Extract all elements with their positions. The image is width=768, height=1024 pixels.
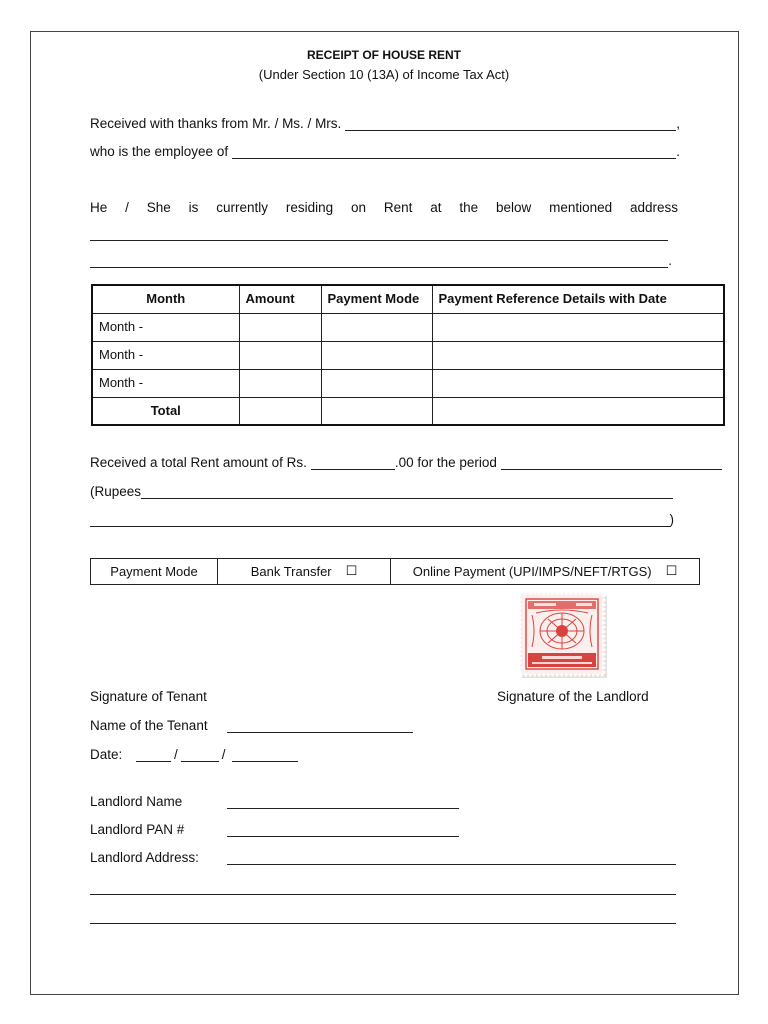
landlord-pan-label: Landlord PAN # — [90, 822, 185, 837]
document-title: RECEIPT OF HOUSE RENT — [306, 48, 461, 62]
payment-mode-cell[interactable] — [321, 313, 432, 341]
online-payment-option[interactable] — [390, 559, 699, 584]
month-cell[interactable]: Month - — [92, 341, 239, 369]
payment-mode-cell[interactable] — [321, 369, 432, 397]
date-year-field[interactable] — [232, 747, 298, 762]
amount-cell[interactable] — [239, 341, 321, 369]
payment-mode-table — [90, 558, 700, 585]
amount-in-words-field-2[interactable] — [90, 512, 670, 527]
landlord-name-field[interactable] — [227, 794, 459, 809]
header-payment-mode: Payment Mode — [321, 285, 432, 313]
rupees-line — [90, 484, 673, 500]
total-amount-cell[interactable] — [239, 397, 321, 425]
payment-mode-label: Payment Mode — [110, 564, 198, 579]
landlord-pan-line — [90, 822, 459, 838]
landlord-name-label: Landlord Name — [90, 794, 183, 809]
amount-cell[interactable] — [239, 313, 321, 341]
tenant-signature-label: Signature of Tenant — [90, 689, 207, 704]
rupees-open: (Rupees — [90, 484, 142, 499]
reference-cell[interactable] — [432, 313, 724, 341]
address-line-2 — [90, 253, 672, 269]
revenue-stamp — [518, 591, 608, 679]
online-payment-checkbox[interactable]: ☐ — [665, 564, 678, 579]
date-line — [90, 747, 310, 763]
payment-mode-cell[interactable] — [321, 341, 432, 369]
landlord-address-label: Landlord Address: — [90, 850, 199, 865]
bank-transfer-option[interactable] — [217, 559, 390, 584]
total-label: Total — [92, 397, 239, 425]
rent-table — [91, 284, 725, 426]
table-row — [92, 341, 724, 369]
online-payment-label: Online Payment (UPI/IMPS/NEFT/RTGS) — [412, 564, 652, 579]
rent-table-header — [92, 285, 724, 313]
employee-of-line — [90, 144, 680, 160]
tenant-name-line — [90, 718, 413, 734]
tenant-name-label: Name of the Tenant — [90, 718, 208, 733]
employer-field[interactable] — [232, 144, 676, 159]
received-from-line — [90, 116, 680, 132]
reference-cell[interactable] — [432, 369, 724, 397]
header-month: Month — [92, 285, 239, 313]
bank-transfer-checkbox[interactable]: ☐ — [345, 564, 358, 579]
total-reference-cell[interactable] — [432, 397, 724, 425]
residence-statement: He / She is currently residing on Rent at the below mentioned address — [90, 200, 678, 215]
total-received-line — [90, 455, 722, 471]
date-month-field[interactable] — [181, 747, 219, 762]
stamp-bottom-mark — [532, 662, 592, 664]
date-separator: / — [174, 747, 178, 762]
date-separator: / — [221, 747, 226, 762]
total-received-label: Received a total Rent amount of Rs. — [90, 455, 307, 470]
reference-cell[interactable] — [432, 341, 724, 369]
date-day-field[interactable] — [136, 747, 171, 762]
document-subtitle: (Under Section 10 (13A) of Income Tax Act) — [258, 67, 510, 82]
payment-mode-label-cell — [91, 559, 217, 584]
total-row — [92, 397, 724, 425]
landlord-signature-label: Signature of the Landlord — [497, 689, 649, 704]
table-row — [92, 369, 724, 397]
amount-cell[interactable] — [239, 369, 321, 397]
rupees-line-2 — [90, 512, 674, 528]
bank-transfer-label: Bank Transfer — [250, 564, 332, 579]
employee-of-end: . — [676, 144, 680, 159]
stamp-bottom-mark — [542, 656, 582, 659]
landlord-address-line — [90, 850, 676, 866]
total-received-suffix: .00 for the period — [394, 455, 497, 470]
tenant-name-field[interactable] — [227, 718, 413, 733]
table-row — [92, 313, 724, 341]
rent-amount-field[interactable] — [311, 455, 395, 470]
stamp-top-mark — [534, 603, 556, 606]
received-from-label: Received with thanks from Mr. / Ms. / Mrs. — [90, 116, 342, 131]
landlord-address-field-3[interactable] — [90, 909, 676, 924]
stamp-top-mark — [576, 603, 592, 606]
month-cell[interactable]: Month - — [92, 369, 239, 397]
rupees-close: ) — [669, 512, 674, 527]
received-from-end: , — [676, 116, 680, 131]
rent-period-field[interactable] — [501, 455, 722, 470]
payer-name-field[interactable] — [345, 116, 676, 131]
landlord-name-line — [90, 794, 459, 810]
amount-in-words-field-1[interactable] — [141, 484, 673, 499]
stamp-bottom-band — [528, 653, 596, 667]
header-reference: Payment Reference Details with Date — [432, 285, 724, 313]
landlord-address-field-1[interactable] — [227, 850, 676, 865]
landlord-address-field-2[interactable] — [90, 880, 676, 895]
total-payment-mode-cell[interactable] — [321, 397, 432, 425]
employee-of-label: who is the employee of — [90, 144, 229, 159]
month-cell[interactable]: Month - — [92, 313, 239, 341]
header-amount: Amount — [239, 285, 321, 313]
address-field-line-1[interactable] — [90, 226, 668, 241]
address-end: . — [668, 253, 672, 268]
stamp-emblem-center — [556, 625, 568, 637]
address-field-line-2[interactable] — [90, 253, 668, 268]
date-label: Date: — [90, 747, 123, 762]
landlord-pan-field[interactable] — [227, 822, 459, 837]
